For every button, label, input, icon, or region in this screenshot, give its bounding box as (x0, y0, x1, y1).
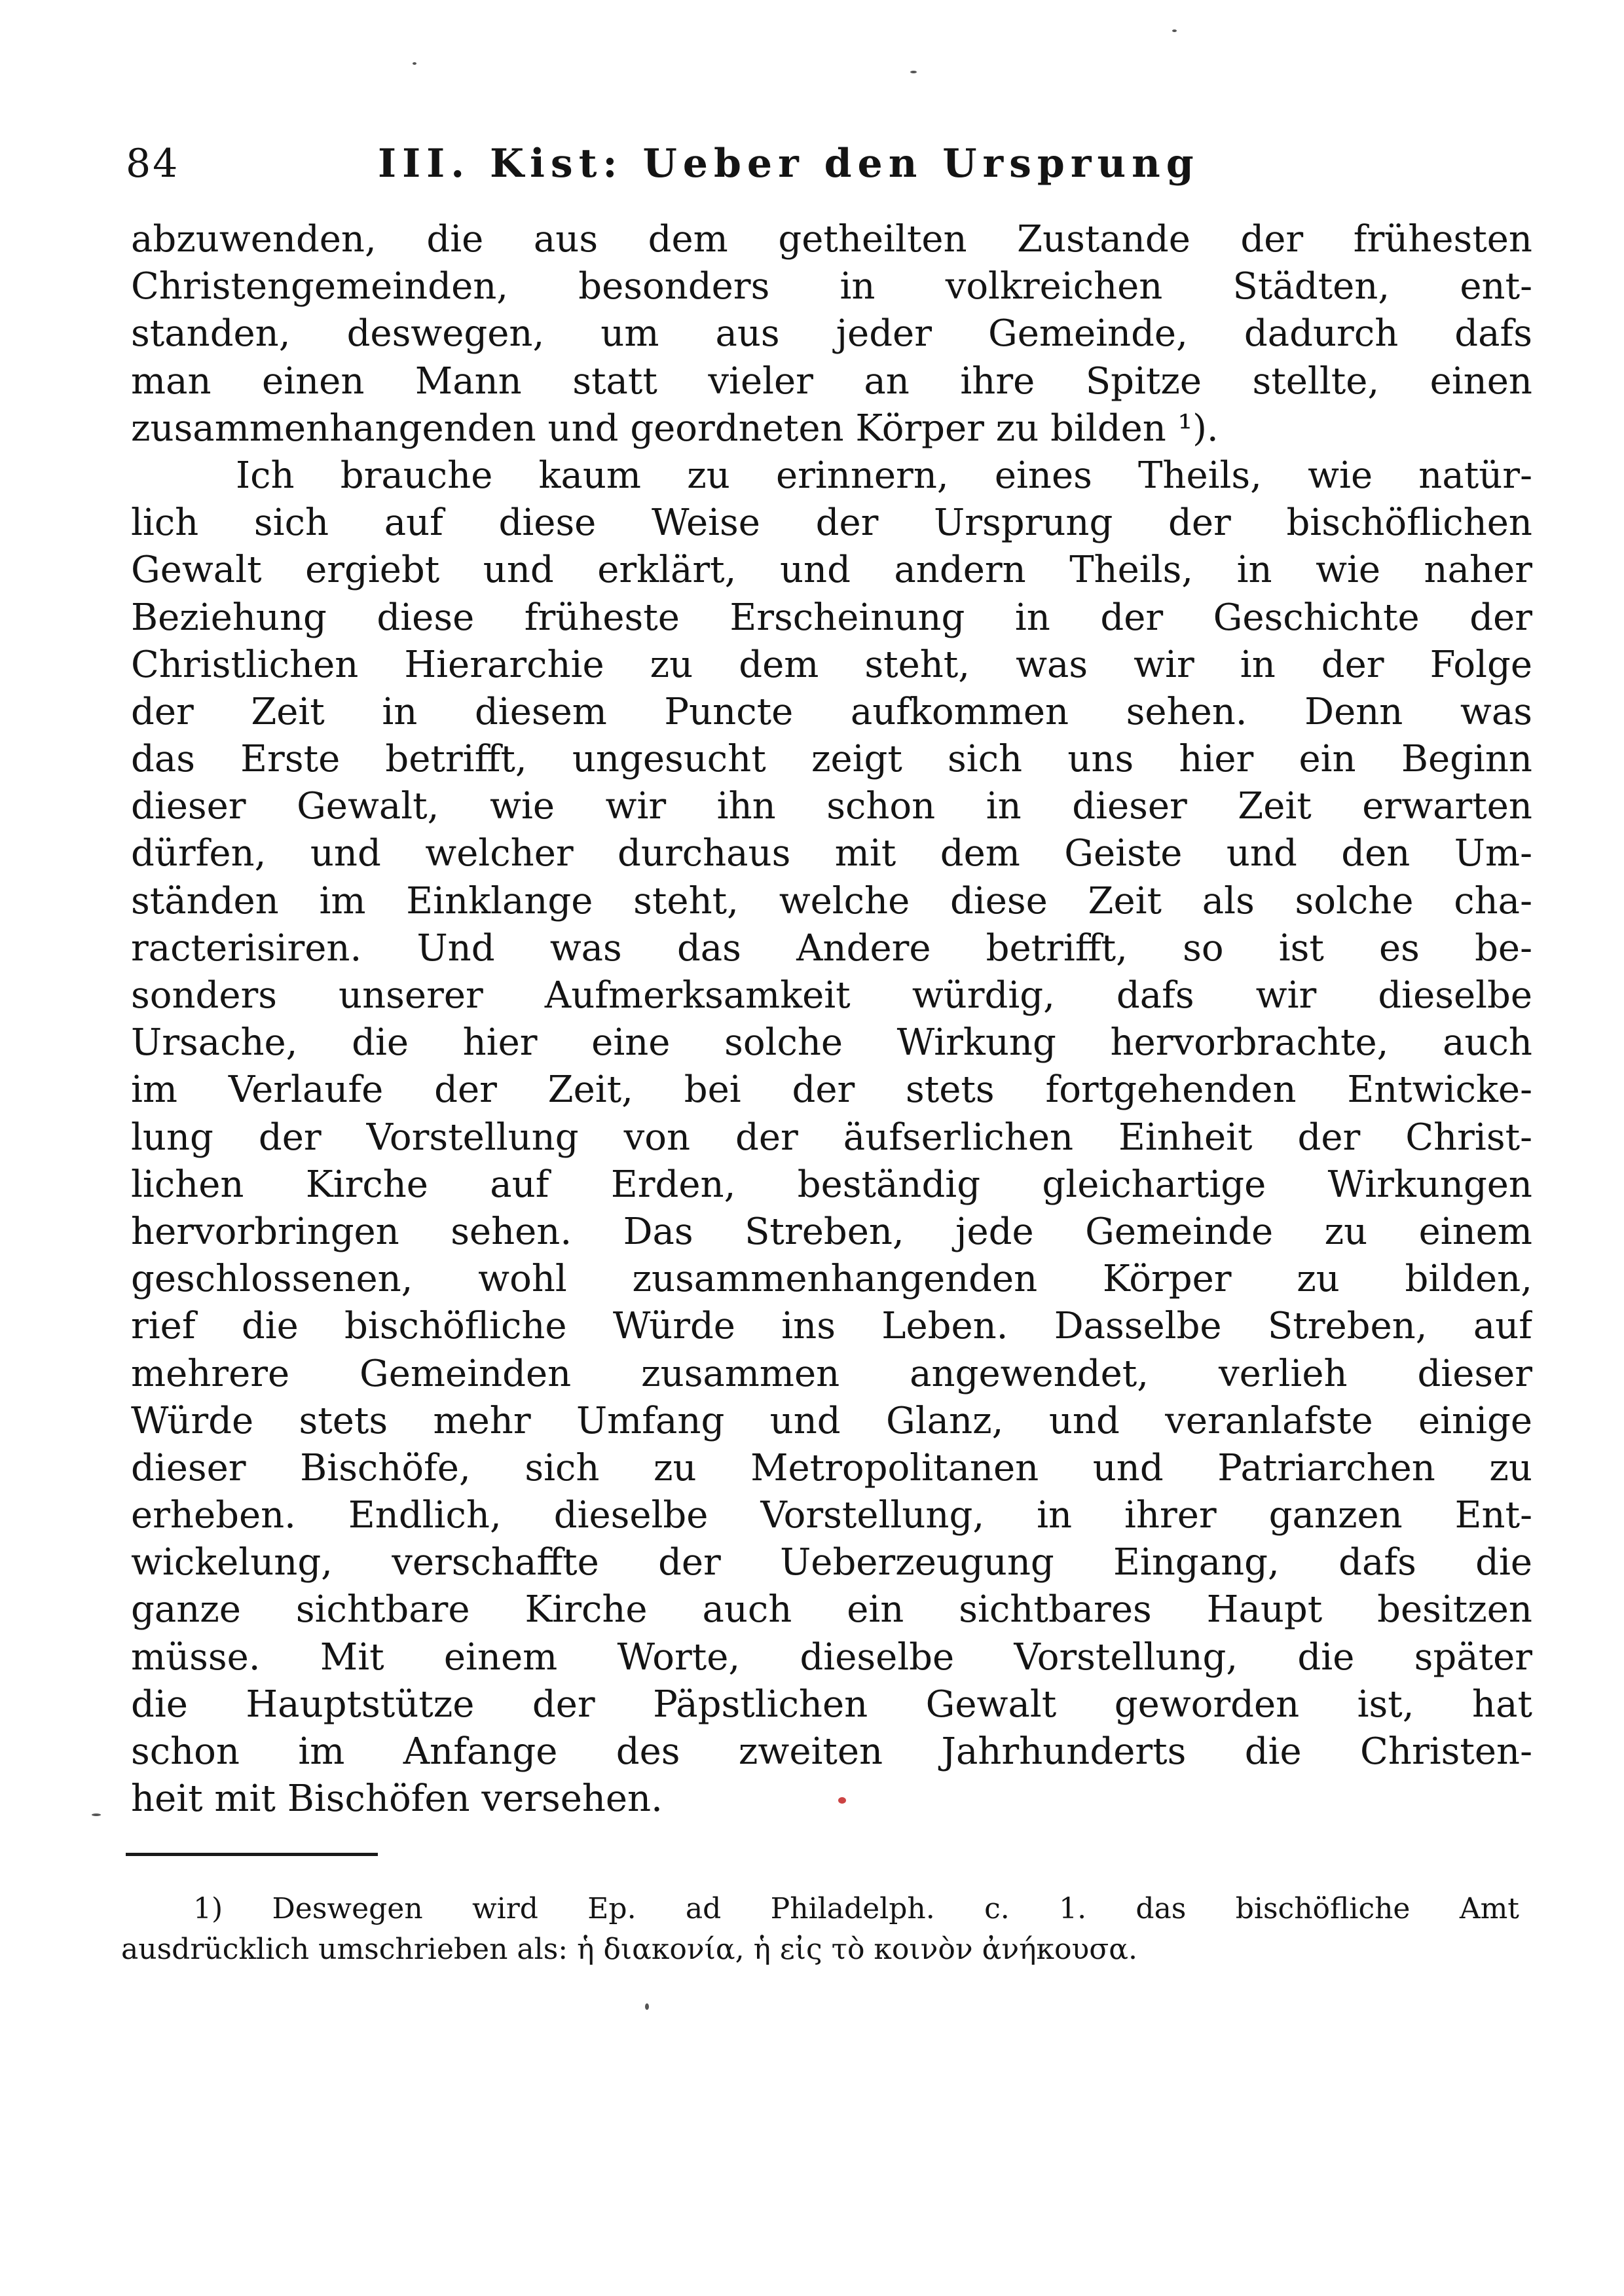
text-line: die Hauptstütze der Päpstlichen Gewalt geworden ist, hat (131, 1683, 1532, 1726)
text-line: dieser Gewalt, wie wir ihn schon in dieser Zeit erwarten (131, 785, 1532, 828)
text-line: lich sich auf diese Weise der Ursprung der bischöflichen (131, 501, 1532, 545)
text-line: dürfen, und welcher durchaus mit dem Geiste und den Um- (131, 832, 1532, 875)
footnote-line: ausdrücklich umschrieben als: ἡ διακονία, ἡ εἰς τὸ κοινὸν ἀνήκουσα. (121, 1933, 1137, 1966)
text-line: man einen Mann statt vieler an ihre Spitze stellte, einen (131, 359, 1532, 403)
text-line: wickelung, verschaffte der Ueberzeugung Eingang, dafs die (131, 1541, 1532, 1584)
scan-speck (645, 2003, 649, 2010)
text-line: ganze sichtbare Kirche auch ein sichtbares Haupt besitzen (131, 1588, 1532, 1631)
text-line: racterisiren. Und was das Andere betrifft, so ist es be- (131, 926, 1532, 970)
text-line: Christengemeinden, besonders in volkreichen Städten, ent- (131, 265, 1532, 308)
text-line: Ursache, die hier eine solche Wirkung hervorbrachte, auch (131, 1021, 1532, 1065)
text-line: Christlichen Hierarchie zu dem steht, was wir in der Folge (131, 643, 1532, 686)
paragraph-start-line: Ich brauche kaum zu erinnern, eines Theils, wie natür- (236, 454, 1532, 497)
text-line: mehrere Gemeinden zusammen angewendet, verlieh dieser (131, 1352, 1532, 1395)
text-line: erheben. Endlich, dieselbe Vorstellung, in ihrer ganzen Ent- (131, 1494, 1532, 1537)
text-line: geschlossenen, wohl zusammenhangenden Körper zu bilden, (131, 1258, 1532, 1301)
text-line: hervorbringen sehen. Das Streben, jede Gemeinde zu einem (131, 1210, 1532, 1253)
text-line: im Verlaufe der Zeit, bei der stets fortgehenden Entwicke- (131, 1068, 1532, 1112)
scan-speck (910, 71, 917, 73)
scan-speck (838, 1797, 846, 1804)
text-line: der Zeit in diesem Puncte aufkommen sehen. Denn was (131, 690, 1532, 733)
running-title: III. Kist: Ueber den Ursprung (378, 141, 1200, 187)
scan-speck (413, 62, 416, 65)
text-line: Beziehung diese früheste Erscheinung in der Geschichte der (131, 596, 1532, 639)
scan-speck (92, 1813, 101, 1816)
text-line: Gewalt ergiebt und erklärt, und andern Theils, in wie naher (131, 549, 1532, 592)
scan-speck (1172, 29, 1177, 32)
body-text (131, 216, 1532, 1823)
page-header (126, 134, 1272, 193)
text-line: rief die bischöfliche Würde ins Leben. Dasselbe Streben, auf (131, 1305, 1532, 1348)
footnote (121, 1889, 1519, 1970)
text-line: standen, deswegen, um aus jeder Gemeinde, dadurch dafs (131, 312, 1532, 355)
footnote-line: 1) Deswegen wird Ep. ad Philadelph. c. 1. das bischöfliche Amt (193, 1892, 1519, 1925)
text-line: abzuwenden, die aus dem getheilten Zustande der frühesten (131, 218, 1532, 261)
text-line: lung der Vorstellung von der äufserlichen Einheit der Christ- (131, 1116, 1532, 1159)
text-line: müsse. Mit einem Worte, dieselbe Vorstellung, die später (131, 1635, 1532, 1679)
text-line: das Erste betrifft, ungesucht zeigt sich uns hier ein Beginn (131, 738, 1532, 781)
text-line: lichen Kirche auf Erden, beständig gleichartige Wirkungen (131, 1163, 1532, 1206)
footnote-divider (126, 1853, 378, 1856)
text-line: schon im Anfange des zweiten Jahrhunderts die Christen- (131, 1730, 1532, 1773)
text-line: sonders unserer Aufmerksamkeit würdig, dafs wir dieselbe (131, 974, 1532, 1017)
text-line: zusammenhangenden und geordneten Körper zu bilden ¹). (131, 407, 1219, 450)
text-line: dieser Bischöfe, sich zu Metropolitanen und Patriarchen zu (131, 1446, 1532, 1489)
text-line: Würde stets mehr Umfang und Glanz, und veranlafste einige (131, 1399, 1532, 1442)
text-line: ständen im Einklange steht, welche diese Zeit als solche cha- (131, 879, 1532, 922)
text-line: heit mit Bischöfen versehen. (131, 1777, 663, 1821)
page-number: 84 (126, 141, 180, 187)
